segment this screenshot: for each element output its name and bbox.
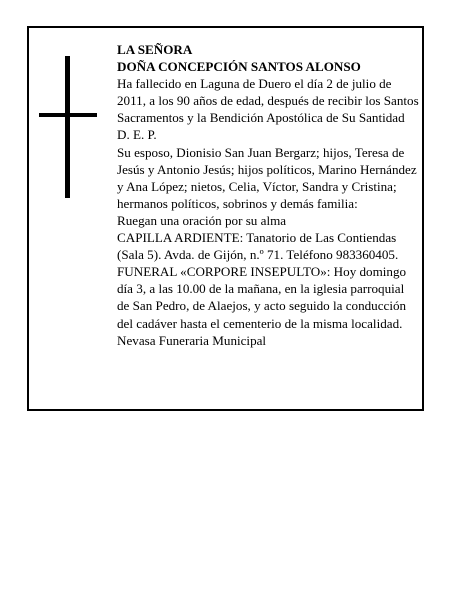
deceased-name: DOÑA CONCEPCIÓN SANTOS ALONSO xyxy=(117,59,361,75)
prayer-request: Ruegan una oración por su alma xyxy=(117,212,287,228)
notice-title: LA SEÑORA xyxy=(117,42,193,57)
cross-horizontal-bar xyxy=(39,113,97,117)
latin-cross-icon xyxy=(39,56,97,198)
obituary-notice xyxy=(27,26,424,411)
chapel-info: CAPILLA ARDIENTE: Tanatorio de Las Contiendas (Sala 5). Avda. de Gijón, n.º 71. Teléfono 983360405. xyxy=(117,230,399,263)
funeral-info: FUNERAL «CORPORE INSEPULTO»: Hoy domingo día 3, a las 10.00 de la mañana, en la iglesia parroquial de San Pedro, de Alaejos, y acto seguido la conducción del cadáver hasta el cementerio de la misma localidad. xyxy=(117,264,407,331)
death-announcement: Ha fallecido en Laguna de Duero el día 2 de julio de 2011, a los 90 años de edad, después de recibir los Santos Sacramentos y la Bendición Apostólica de Su Santidad xyxy=(117,76,419,126)
cross-vertical-bar xyxy=(65,56,70,198)
notice-body xyxy=(117,41,419,349)
family-list: Su esposo, Dionisio San Juan Bergarz; hijos, Teresa de Jesús y Antonio Jesús; hijos políticos, Marino Hernández y Ana López; nietos, Celia, Víctor, Sandra y Cristina; hermanos políticos, sobrinos y demás familia: xyxy=(117,144,417,211)
funeral-home: Nevasa Funeraria Municipal xyxy=(117,332,267,348)
dep-line: D. E. P. xyxy=(117,127,157,143)
